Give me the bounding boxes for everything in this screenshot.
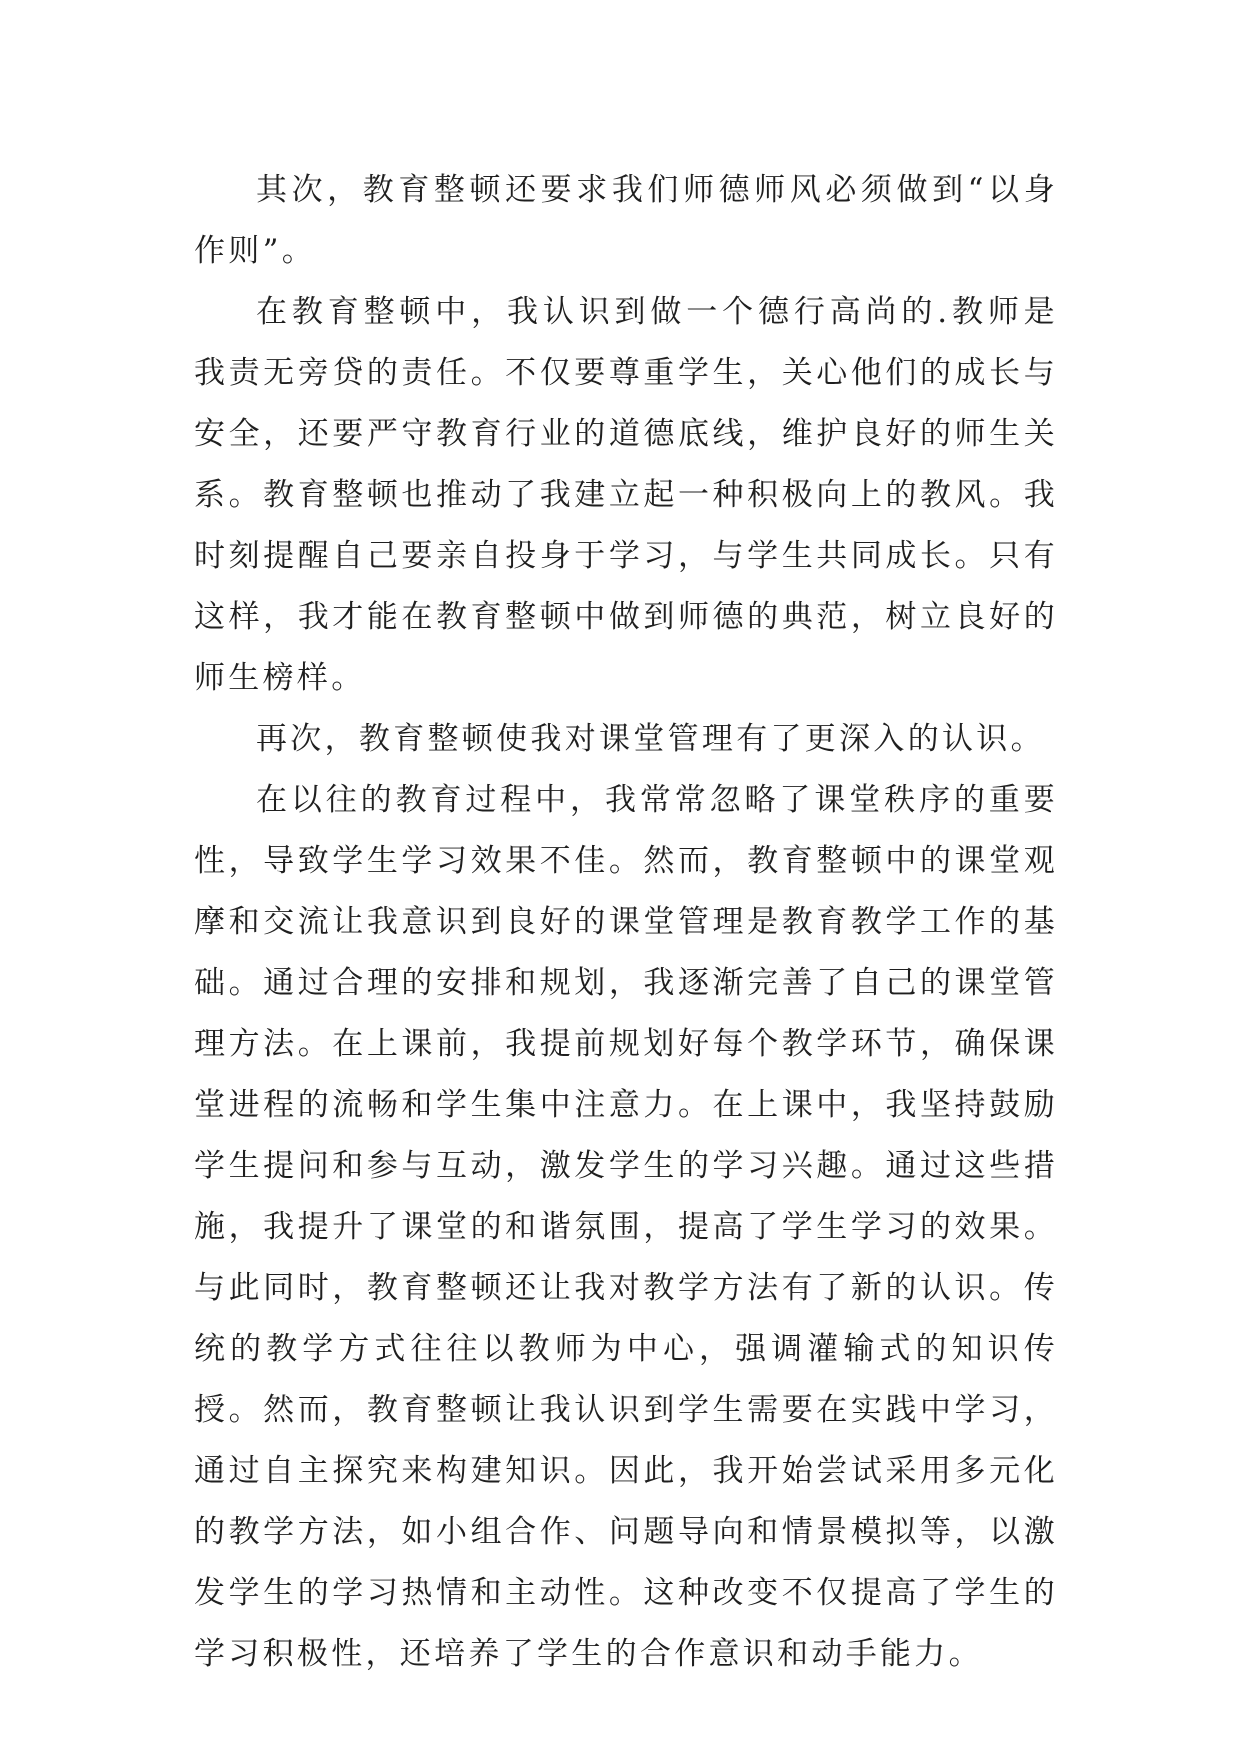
document-body xyxy=(194,160,1058,1685)
paragraph-2: 在教育整顿中，我认识到做一个德行高尚的.教师是我责无旁贷的责任。不仅要尊重学生，关心他们的成长与安全，还要严守教育行业的道德底线，维护良好的师生关系。教育整顿也推动了我建立起一种积极向上的教风。我时刻提醒自己要亲自投身于学习，与学生共同成长。只有这样，我才能在教育整顿中做到师德的典范，树立良好的师生榜样。 xyxy=(194,294,1058,696)
paragraph-1: 其次，教育整顿还要求我们师德师风必须做到“以身作则”。 xyxy=(194,172,1058,269)
paragraph-4: 在以往的教育过程中，我常常忽略了课堂秩序的重要性，导致学生学习效果不佳。然而，教育整顿中的课堂观摩和交流让我意识到良好的课堂管理是教育教学工作的基础。通过合理的安排和规划，我逐渐完善了自己的课堂管理方法。在上课前，我提前规划好每个教学环节，确保课堂进程的流畅和学生集中注意力。在上课中，我坚持鼓励学生提问和参与互动，激发学生的学习兴趣。通过这些措施，我提升了课堂的和谐氛围，提高了学生学习的效果。与此同时，教育整顿还让我对教学方法有了新的认识。传统的教学方式往往以教师为中心，强调灌输式的知识传授。然而，教育整顿让我认识到学生需要在实践中学习，通过自主探究来构建知识。因此，我开始尝试采用多元化的教学方法，如小组合作、问题导向和情景模拟等，以激发学生的学习热情和主动性。这种改变不仅提高了学生的学习积极性，还培养了学生的合作意识和动手能力。 xyxy=(194,782,1058,1672)
paragraph-3: 再次，教育整顿使我对课堂管理有了更深入的认识。 xyxy=(256,721,1045,757)
